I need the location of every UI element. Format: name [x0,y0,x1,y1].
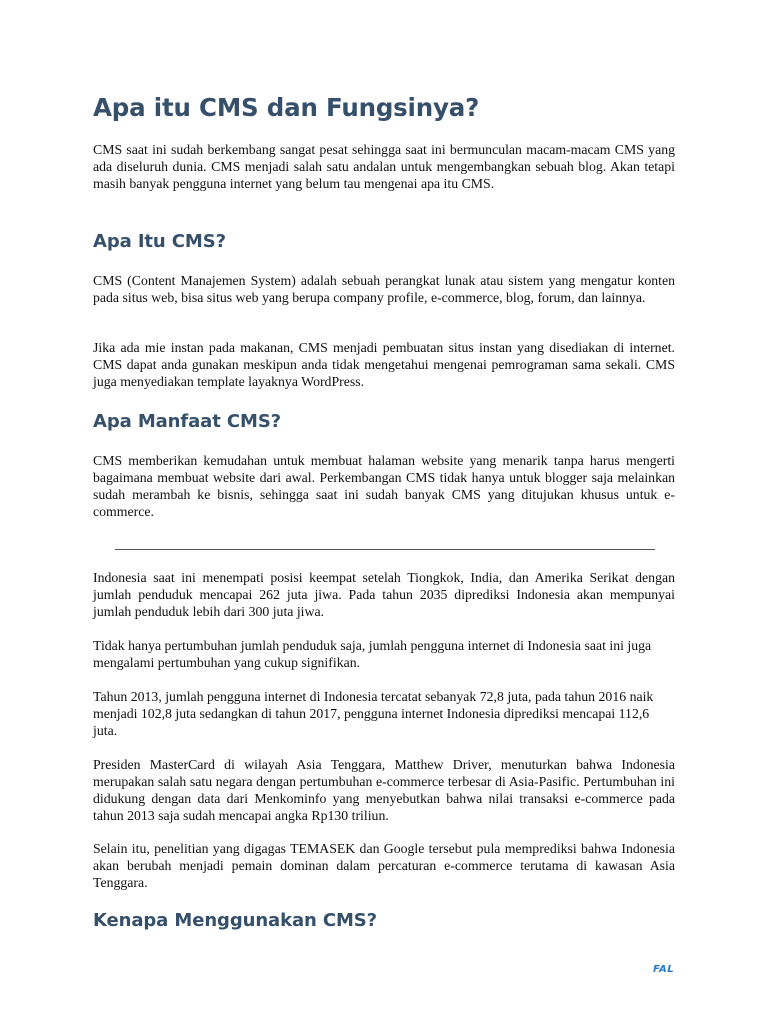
intro-paragraph: CMS saat ini sudah berkembang sangat pesat sehingga saat ini bermunculan macam-macam CMS yang ada diseluruh dunia. CMS menjadi salah satu andalan untuk mengembangkan sebuah blog. Akan tetapi masih banyak pengguna internet yang belum tau mengenai apa itu CMS. [93,142,675,191]
paragraph-mie-instan: Jika ada mie instan pada makanan, CMS menjadi pembuatan situs instan yang disediakan di internet. CMS dapat anda gunakan meskipun anda tidak mengetahui mengenai pemrograman sama sekali. CMS juga menyediakan template layaknya WordPress. [93,340,675,389]
heading-apa-itu-cms: Apa Itu CMS? [93,231,226,252]
page-title: Apa itu CMS dan Fungsinya? [93,93,480,122]
paragraph-manfaat: CMS memberikan kemudahan untuk membuat halaman website yang menarik tanpa harus mengerti bagaimana membuat website dari awal. Perkembangan CMS tidak hanya untuk blogger saja melainkan sudah merambah ke bisnis, sehingga saat ini sudah banyak CMS yang ditujukan khusus untuk e-commerce. [93,453,675,519]
horizontal-divider [115,549,655,550]
paragraph-mastercard: Presiden MasterCard di wilayah Asia Tenggara, Matthew Driver, menuturkan bahwa Indonesia merupakan salah satu negara dengan pertumbuhan e-commerce terbesar di Asia-Pasific. Pertumbuhan ini didukung dengan data dari Menkominfo yang menyebutkan bahwa nilai transaksi e-commerce pada tahun 2013 saja sudah mencapai angka Rp130 triliun. [93,757,675,823]
paragraph-cms-definition: CMS (Content Manajemen System) adalah sebuah perangkat lunak atau sistem yang mengatur konten pada situs web, bisa situs web yang berupa company profile, e-commerce, blog, forum, dan lainnya. [93,273,675,305]
heading-apa-manfaat-cms: Apa Manfaat CMS? [93,411,282,432]
footer-logo: FAL [653,964,675,975]
heading-kenapa-menggunakan-cms: Kenapa Menggunakan CMS? [93,910,378,931]
paragraph-tahun-2013: Tahun 2013, jumlah pengguna internet di Indonesia tercatat sebanyak 72,8 juta, pada tahun 2016 naik menjadi 102,8 juta sedangkan di tahun 2017, pengguna internet Indonesia diprediksi mencapai 112,6 juta. [93,689,654,738]
paragraph-pengguna-internet: Tidak hanya pertumbuhan jumlah penduduk saja, jumlah pengguna internet di Indonesia saat ini juga mengalami pertumbuhan yang cukup signifikan. [93,638,652,670]
paragraph-penduduk: Indonesia saat ini menempati posisi keempat setelah Tiongkok, India, dan Amerika Serikat dengan jumlah penduduk mencapai 262 juta jiwa. Pada tahun 2035 diprediksi Indonesia akan mempunyai jumlah penduduk lebih dari 300 juta jiwa. [93,570,675,619]
paragraph-temasek: Selain itu, penelitian yang digagas TEMASEK dan Google tersebut pula memprediksi bahwa Indonesia akan berubah menjadi pemain dominan dalam percaturan e-commerce terutama di kawasan Asia Tenggara. [93,841,675,890]
